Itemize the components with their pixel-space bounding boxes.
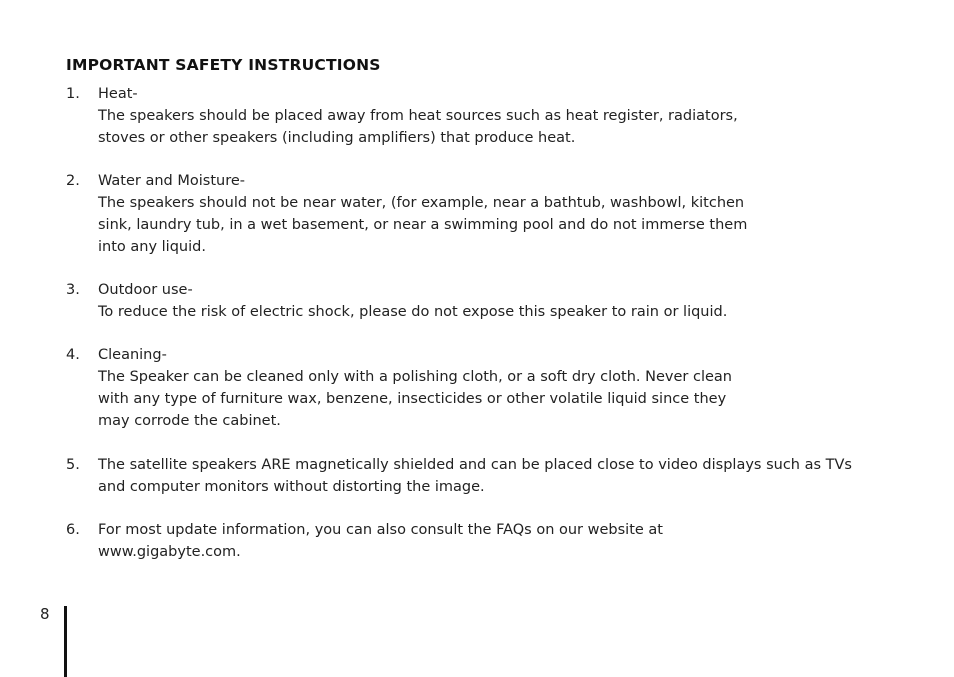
instruction-item-heat bbox=[66, 83, 906, 149]
item-heading: The satellite speakers ARE magnetically shielded and can be placed close to video displays such as TVs bbox=[98, 457, 852, 473]
page-title: IMPORTANT SAFETY INSTRUCTIONS bbox=[66, 56, 381, 74]
item-text-line: and computer monitors without distorting the image. bbox=[98, 479, 485, 495]
item-text-line: into any liquid. bbox=[98, 239, 206, 255]
item-text-line: The Speaker can be cleaned only with a polishing cloth, or a soft dry cloth. Never clean bbox=[98, 369, 732, 385]
item-body bbox=[98, 454, 906, 498]
item-heading: Heat- bbox=[98, 86, 138, 102]
instruction-item-shielding bbox=[66, 454, 906, 498]
item-text-line: stoves or other speakers (including amplifiers) that produce heat. bbox=[98, 130, 576, 146]
instruction-item-website bbox=[66, 519, 906, 563]
item-text-line: www.gigabyte.com. bbox=[98, 544, 241, 560]
item-text-line: The speakers should be placed away from heat sources such as heat register, radiators, bbox=[98, 108, 738, 124]
item-body bbox=[98, 519, 906, 563]
item-text-line: sink, laundry tub, in a wet basement, or near a swimming pool and do not immerse them bbox=[98, 217, 748, 233]
item-text-line: with any type of furniture wax, benzene, insecticides or other volatile liquid since they bbox=[98, 391, 727, 407]
item-number: 4. bbox=[66, 347, 80, 363]
item-number: 3. bbox=[66, 282, 80, 298]
item-number: 6. bbox=[66, 522, 80, 538]
item-number: 1. bbox=[66, 86, 80, 102]
page-margin-rule bbox=[64, 606, 67, 677]
item-heading: Outdoor use- bbox=[98, 282, 193, 298]
item-text-line: The speakers should not be near water, (for example, near a bathtub, washbowl, kitchen bbox=[98, 195, 745, 211]
instruction-item-outdoor bbox=[66, 279, 906, 323]
item-heading: Water and Moisture- bbox=[98, 173, 245, 189]
item-body bbox=[98, 83, 906, 149]
instruction-item-cleaning bbox=[66, 344, 906, 432]
item-body bbox=[98, 344, 906, 432]
item-text-line: may corrode the cabinet. bbox=[98, 413, 281, 429]
item-number: 5. bbox=[66, 457, 80, 473]
item-text-line: To reduce the risk of electric shock, please do not expose this speaker to rain or liquid. bbox=[98, 304, 728, 320]
instruction-item-water bbox=[66, 170, 906, 258]
item-body bbox=[98, 279, 906, 323]
item-heading: For most update information, you can also consult the FAQs on our website at bbox=[98, 522, 663, 538]
item-heading: Cleaning- bbox=[98, 347, 167, 363]
page-number: 8 bbox=[40, 605, 50, 623]
item-body bbox=[98, 170, 906, 258]
item-number: 2. bbox=[66, 173, 80, 189]
